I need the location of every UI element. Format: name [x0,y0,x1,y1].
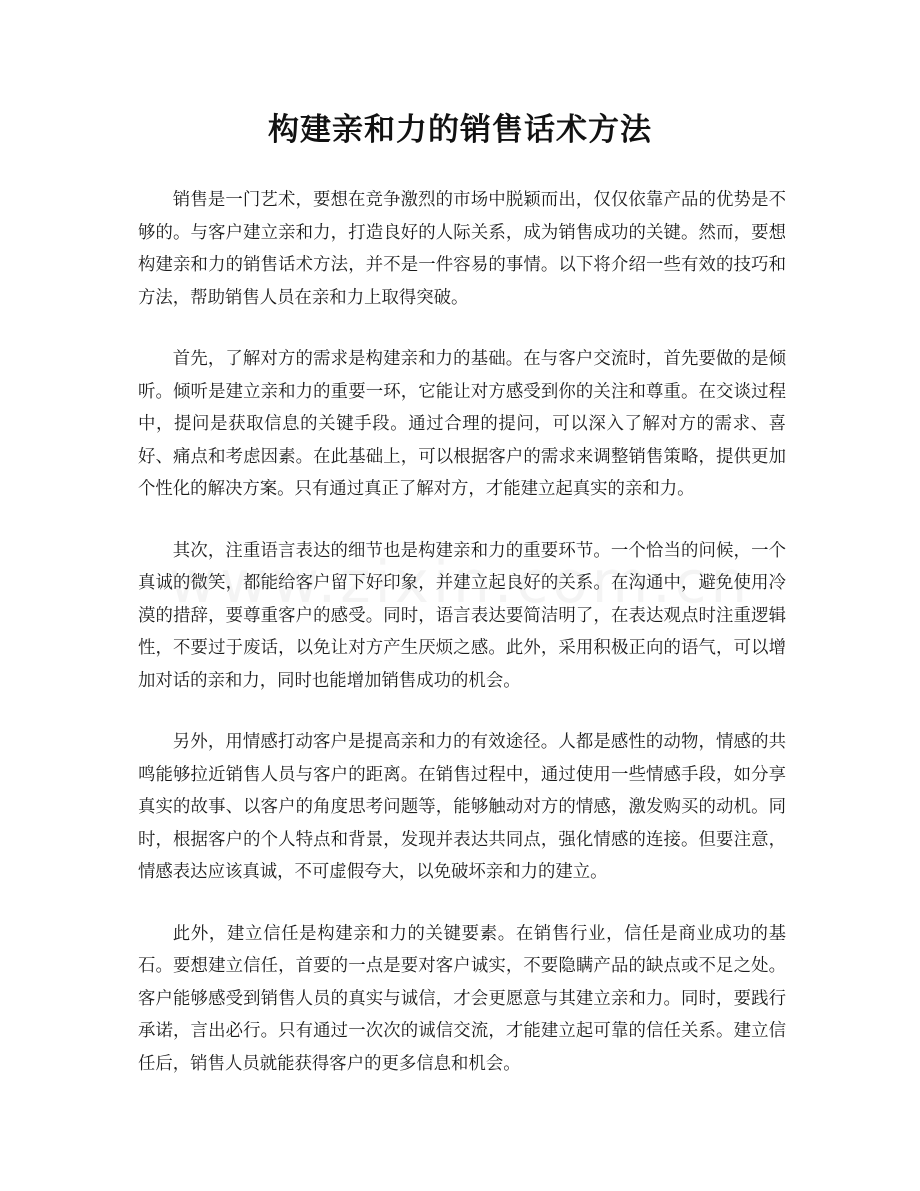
paragraph: 首先，了解对方的需求是构建亲和力的基础。在与客户交流时，首先要做的是倾听。倾听是建立亲和力的重要一环，它能让对方感受到你的关注和尊重。在交谈过程中，提问是获取信息的关键手段。通过合理的提问，可以深入了解对方的需求、喜好、痛点和考虑因素。在此基础上，可以根据客户的需求来调整销售策略，提供更加个性化的解决方案。只有通过真正了解对方，才能建立起真实的亲和力。 [138,349,786,499]
paragraph: 另外，用情感打动客户是提高亲和力的有效途径。人都是感性的动物，情感的共鸣能够拉近销售人员与客户的距离。在销售过程中，通过使用一些情感手段，如分享真实的故事、以客户的角度思考问题等，能够触动对方的情感，激发购买的动机。同时，根据客户的个人特点和背景，发现并表达共同点，强化情感的连接。但要注意，情感表达应该真诚，不可虚假夸大，以免破坏亲和力的建立。 [138,732,786,882]
document-body [138,184,786,1109]
document-title: 构建亲和力的销售话术方法 [268,112,652,148]
paragraph: 其次，注重语言表达的细节也是构建亲和力的重要环节。一个恰当的问候，一个真诚的微笑，都能给客户留下好印象，并建立起良好的关系。在沟通中，避免使用冷漠的措辞，要尊重客户的感受。同时，语言表达要简洁明了，在表达观点时注重逻辑性，不要过于废话，以免让对方产生厌烦之感。此外，采用积极正向的语气，可以增加对话的亲和力，同时也能增加销售成功的机会。 [138,540,786,691]
paragraph: 此外，建立信任是构建亲和力的关键要素。在销售行业，信任是商业成功的基石。要想建立信任，首要的一点是要对客户诚实，不要隐瞒产品的缺点或不足之处。客户能够感受到销售人员的真实与诚信，才会更愿意与其建立亲和力。同时，要践行承诺，言出必行。只有通过一次次的诚信交流，才能建立起可靠的信任关系。建立信任后，销售人员就能获得客户的更多信息和机会。 [138,923,786,1074]
paragraph: 销售是一门艺术，要想在竞争激烈的市场中脱颖而出，仅仅依靠产品的优势是不够的。与客户建立亲和力，打造良好的人际关系，成为销售成功的关键。然而，要想构建亲和力的销售话术方法，并不是一件容易的事情。以下将介绍一些有效的技巧和方法，帮助销售人员在亲和力上取得突破。 [138,190,786,308]
